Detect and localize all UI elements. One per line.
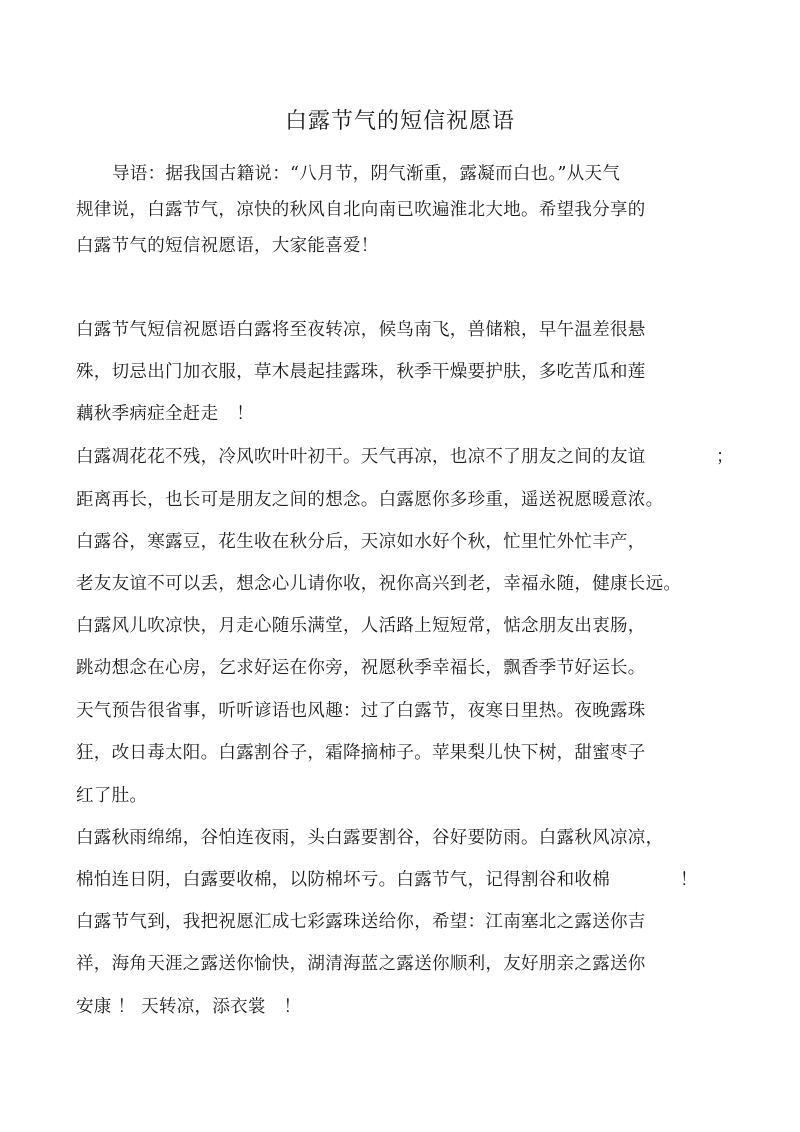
body-line: 白露秋雨绵绵，谷怕连夜雨，头白露要割谷，谷好要防雨。白露秋风凉凉， (76, 828, 664, 848)
body-line: 白露凋花花不残，冷风吹叶叶初干。天气再凉，也凉不了朋友之间的友谊 (76, 447, 646, 467)
body-line: 棉怕连日阴，白露要收棉，以防棉坏亏。白露节气，记得割谷和收棉 (76, 870, 610, 890)
intro-line: 规律说，白露节气，凉快的秋风自北向南已吹遍淮北大地。希望我分享的 (76, 200, 646, 220)
body-line: 白露风儿吹凉快，月走心随乐满堂，人活路上短短常，惦念朋友出衷肠， (76, 616, 646, 636)
body-line: 藕秋季病症全赶走 ！ (76, 404, 254, 424)
body-line: 祥，海角天涯之露送你愉快，湖清海蓝之露送你顺利，友好朋亲之露送你 (76, 954, 646, 974)
page-title: 白露节气的短信祝愿语 (284, 109, 515, 134)
body-line: 老友友谊不可以丢，想念心儿请你收，祝你高兴到老，幸福永随，健康长远。 (76, 574, 682, 594)
body-line: 殊，切忌出门加衣服，草木晨起挂露珠，秋季干燥要护肤，多吃苦瓜和莲 (76, 362, 646, 382)
body-line: 安康 ！ 天转凉，添衣裳 ！ (76, 997, 302, 1017)
intro-line: 导语：据我国古籍说：“八月节，阴气渐重，露凝而白也。”从天气 (112, 164, 621, 184)
body-line: 距离再长，也长可是朋友之间的想念。白露愿你多珍重，遥送祝愿暖意浓。 (76, 490, 664, 510)
body-line: 跳动想念在心房，乞求好运在你旁，祝愿秋季幸福长，飘香季节好运长。 (76, 658, 646, 678)
body-line: 白露节气短信祝愿语白露将至夜转凉，候鸟南飞，兽储粮，早午温差很悬 (76, 320, 646, 340)
body-line: 红了肚。 (76, 786, 148, 806)
intro-line: 白露节气的短信祝愿语，大家能喜爱！ (76, 236, 379, 256)
body-line-punctuation: ！ (680, 870, 698, 890)
body-line: 狂，改日毒太阳。白露割谷子，霜降摘柿子。苹果梨儿快下树，甜蜜枣子 (76, 743, 646, 763)
body-line: 白露谷，寒露豆，花生收在秋分后，天凉如水好个秋，忙里忙外忙丰产， (76, 532, 646, 552)
body-line: 白露节气到，我把祝愿汇成七彩露珠送给你，希望：江南塞北之露送你吉 (76, 912, 646, 932)
body-line: 天气预告很省事，听听谚语也风趣：过了白露节，夜寒日里热。夜晚露珠 (76, 701, 646, 721)
body-line-punctuation: ； (716, 447, 734, 467)
